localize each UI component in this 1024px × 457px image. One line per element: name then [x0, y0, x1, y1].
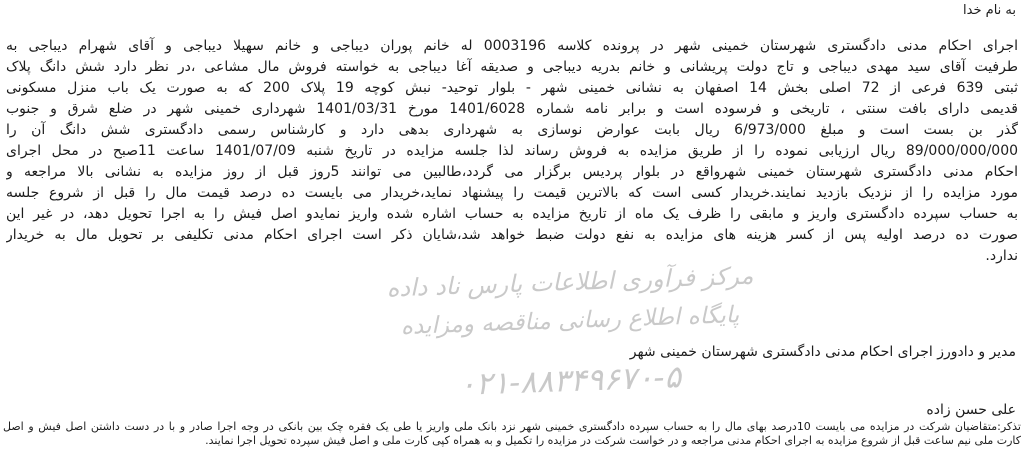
footnote: [3, 420, 1021, 448]
footnote-line: کارت ملی نیم ساعت قبل از شروع مزایده به اجرای احکام مدنی مراجعه و در خواست شرکت در مزایده را تکمیل و به همراه کپی کارت ملی و اصل فیش سپرده تحویل اجرا نمایند.: [205, 434, 1021, 447]
body-line: به حساب سپرده دادگستری واریز و مابقی را ظرف یک ماه از تاریخ مزایده به حساب اشاره شده واریز نمایدو اصل فیش را به اجرا تحویل دهد، در غیر این: [6, 206, 1018, 222]
watermark-line-2: پایگاه اطلاع رسانی مناقصه ومزایده: [400, 302, 740, 340]
body-line: مورد مزایده را از نزدیک بازدید نمایند.خریدار کسی است که بالاترین قیمت را پیشنهاد نماید،خریدار می بایست ده درصد قیمت مال را قبل از شروع جلسه: [6, 185, 1018, 201]
body-line: 89/000/000/000 ریال ارزیابی نموده را از طریق مزایده به فروش رساند لذا جلسه مزایده در تاریخ شنبه 1401/07/09 ساعت 11صبح در محل اجرای: [6, 143, 1018, 159]
body-line: ثبتی 639 فرعی از 72 اصلی بخش 14 اصفهان به نشانی خمینی شهر - بلوار توحید- نبش کوچه 19 پلاک 200 که به صورت یک باب منزل مسکونی: [6, 80, 1018, 96]
notice-heading: به نام خدا: [963, 3, 1016, 18]
signatory-name: علی حسن زاده: [926, 402, 1016, 418]
body-line: گذر بن بست است و مبلغ 6/973/000 ریال بابت عوارض نوسازی به شهرداری بدهی دارد و کارشناس رسمی دادگستری شش دانگ آن را: [6, 122, 1018, 138]
footnote-line: تذکر:متقاضیان شرکت در مزایده می بایست 10درصد بهای مال را به حساب سپرده دادگستری خمینی شهر نزد بانک ملی واریز یا طی یک فقره چک بین بانکی در وجه اجرا صادر و با در دست داشتن اصل فیش و اصل: [3, 420, 1021, 433]
body-line: طرفیت آقای سید مهدی دیباجی و تاج دولت پریشانی و خانم بدریه دیباجی و صدیقه آغا دیباجی به خواسته فروش مال مشاعی ،در نظر دارد شش دانگ پلاک: [6, 59, 1018, 75]
body-line: احکام مدنی دادگستری شهرستان خمینی شهرواقع در بلوار پردیس برگزار می گردد،طالبین می توانند 5روز قبل از روز مزایده به نشانی بالا مراجعه و: [6, 164, 1018, 180]
body-line-final: ندارد.: [985, 248, 1018, 264]
notice-body: [6, 36, 1018, 267]
signatory-title: مدیر و دادورز اجرای احکام مدنی دادگستری شهرستان خمینی شهر: [629, 344, 1016, 360]
body-line: اجرای احکام مدنی دادگستری شهرستان خمینی شهر در پرونده کلاسه 0003196 له خانم پوران دیباجی و خانم سهیلا دیباجی و آقای شهرام دیباجی به: [6, 38, 1018, 54]
body-line: قدیمی دارای بافت سنتی ، تاریخی و فرسوده است و برابر نامه شماره 1401/6028 مورخ 1401/03/31 شهرداری خمینی شهر در ضلع شرق و جنوب: [6, 101, 1018, 117]
watermark-line-1: مرکز فرآوری اطلاعات پارس ناد داده: [386, 261, 754, 303]
watermark-phone: ۰۲۱-۸۸۳۴۹۶۷۰-۵: [458, 359, 682, 403]
body-line: صورت ده درصد اولیه پس از کسر هزینه های مزایده به نفع دولت ضبط خواهد شد،شایان ذکر است اجرای احکام مدنی تکلیفی بر تحویل مال به خریدار: [6, 227, 1018, 243]
